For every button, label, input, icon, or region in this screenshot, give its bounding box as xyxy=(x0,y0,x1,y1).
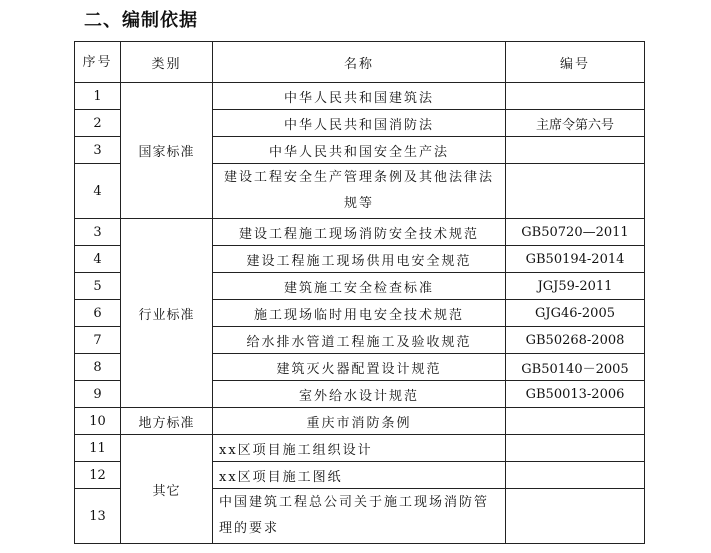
row-name: 建设工程安全生产管理条例及其他法律法规等 xyxy=(213,164,506,219)
row-name: 重庆市消防条例 xyxy=(213,408,506,435)
row-code: GB50140－2005 xyxy=(506,354,645,381)
row-seq: 8 xyxy=(75,354,121,381)
row-name: 建筑灭火器配置设计规范 xyxy=(213,354,506,381)
row-code xyxy=(506,435,645,462)
row-name: 中华人民共和国消防法 xyxy=(213,110,506,137)
header-code: 编号 xyxy=(506,42,645,83)
table-header-row xyxy=(75,42,645,83)
row-name: 建设工程施工现场消防安全技术规范 xyxy=(213,219,506,246)
table-row xyxy=(75,435,645,462)
row-name: 室外给水设计规范 xyxy=(213,381,506,408)
row-code: GB50013-2006 xyxy=(506,381,645,408)
row-name: xx区项目施工组织设计 xyxy=(213,435,506,462)
row-code xyxy=(506,408,645,435)
header-seq: 序号 xyxy=(75,42,121,83)
row-name: 给水排水管道工程施工及验收规范 xyxy=(213,327,506,354)
row-name: 中华人民共和国建筑法 xyxy=(213,83,506,110)
category-other: 其它 xyxy=(121,435,213,544)
row-name: 建筑施工安全检查标准 xyxy=(213,273,506,300)
row-name: 施工现场临时用电安全技术规范 xyxy=(213,300,506,327)
row-seq: 4 xyxy=(75,246,121,273)
row-code xyxy=(506,137,645,164)
row-seq: 10 xyxy=(75,408,121,435)
header-name: 名称 xyxy=(213,42,506,83)
row-seq: 6 xyxy=(75,300,121,327)
row-name: 中国建筑工程总公司关于施工现场消防管理的要求 xyxy=(213,489,506,544)
row-seq: 11 xyxy=(75,435,121,462)
row-name: 建设工程施工现场供用电安全规范 xyxy=(213,246,506,273)
row-code xyxy=(506,462,645,489)
section-heading: 二、编制依据 xyxy=(84,10,198,31)
header-category: 类别 xyxy=(121,42,213,83)
row-seq: 3 xyxy=(75,137,121,164)
row-seq: 2 xyxy=(75,110,121,137)
category-local: 地方标准 xyxy=(121,408,213,435)
category-industry: 行业标准 xyxy=(121,219,213,408)
row-code xyxy=(506,164,645,219)
row-seq: 4 xyxy=(75,164,121,219)
category-national: 国家标准 xyxy=(121,83,213,219)
row-code: GJG46-2005 xyxy=(506,300,645,327)
table-row xyxy=(75,408,645,435)
row-name: 中华人民共和国安全生产法 xyxy=(213,137,506,164)
row-code: GB50194-2014 xyxy=(506,246,645,273)
row-seq: 3 xyxy=(75,219,121,246)
row-code xyxy=(506,83,645,110)
row-seq: 7 xyxy=(75,327,121,354)
row-seq: 12 xyxy=(75,462,121,489)
table-row xyxy=(75,83,645,110)
row-code: GB50720—2011 xyxy=(506,219,645,246)
row-code: JGJ59-2011 xyxy=(506,273,645,300)
table-row xyxy=(75,219,645,246)
row-code: 主席令第六号 xyxy=(506,110,645,137)
row-seq: 5 xyxy=(75,273,121,300)
basis-table xyxy=(74,41,645,544)
row-code: GB50268-2008 xyxy=(506,327,645,354)
row-seq: 9 xyxy=(75,381,121,408)
row-name: xx区项目施工图纸 xyxy=(213,462,506,489)
row-seq: 1 xyxy=(75,83,121,110)
row-seq: 13 xyxy=(75,489,121,544)
row-code xyxy=(506,489,645,544)
